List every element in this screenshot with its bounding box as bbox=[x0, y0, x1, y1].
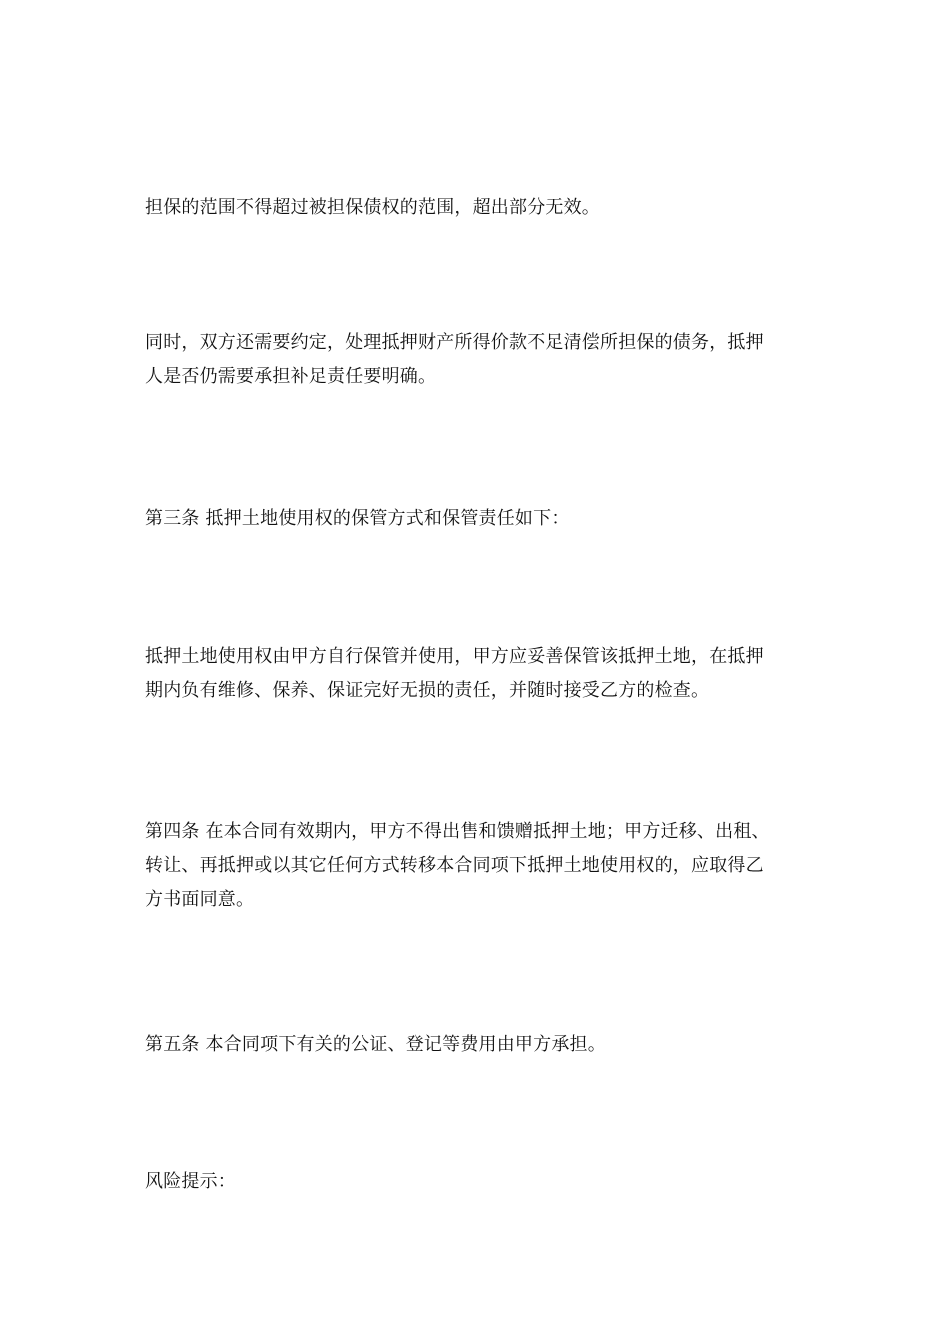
paragraph-line: 第四条 在本合同有效期内，甲方不得出售和馈赠抵押土地；甲方迁移、出租、 bbox=[145, 821, 770, 842]
paragraph-line: 人是否仍需要承担补足责任要明确。 bbox=[145, 366, 437, 387]
paragraph-line: 转让、再抵押或以其它任何方式转移本合同项下抵押土地使用权的，应取得乙 bbox=[145, 855, 764, 876]
paragraph-mortgage-shortfall bbox=[145, 326, 805, 394]
paragraph-line: 担保的范围不得超过被担保债权的范围，超出部分无效。 bbox=[145, 197, 600, 218]
paragraph-line: 同时，双方还需要约定，处理抵押财产所得价款不足清偿所担保的债务，抵押 bbox=[145, 332, 764, 353]
article-5-paragraph bbox=[145, 1028, 805, 1062]
paragraph-line: 第三条 抵押土地使用权的保管方式和保管责任如下： bbox=[145, 508, 570, 529]
paragraph-line: 方书面同意。 bbox=[145, 889, 255, 910]
paragraph-guarantee-scope bbox=[145, 191, 805, 225]
paragraph-custody-duty bbox=[145, 640, 805, 708]
paragraph-line: 期内负有维修、保养、保证完好无损的责任，并随时接受乙方的检查。 bbox=[145, 680, 710, 701]
article-4-paragraph bbox=[145, 815, 805, 917]
article-3-heading bbox=[145, 502, 805, 536]
paragraph-line: 第五条 本合同项下有关的公证、登记等费用由甲方承担。 bbox=[145, 1034, 606, 1055]
risk-notice-heading bbox=[145, 1165, 805, 1199]
paragraph-line: 风险提示： bbox=[145, 1171, 236, 1192]
paragraph-line: 抵押土地使用权由甲方自行保管并使用，甲方应妥善保管该抵押土地，在抵押 bbox=[145, 646, 764, 667]
